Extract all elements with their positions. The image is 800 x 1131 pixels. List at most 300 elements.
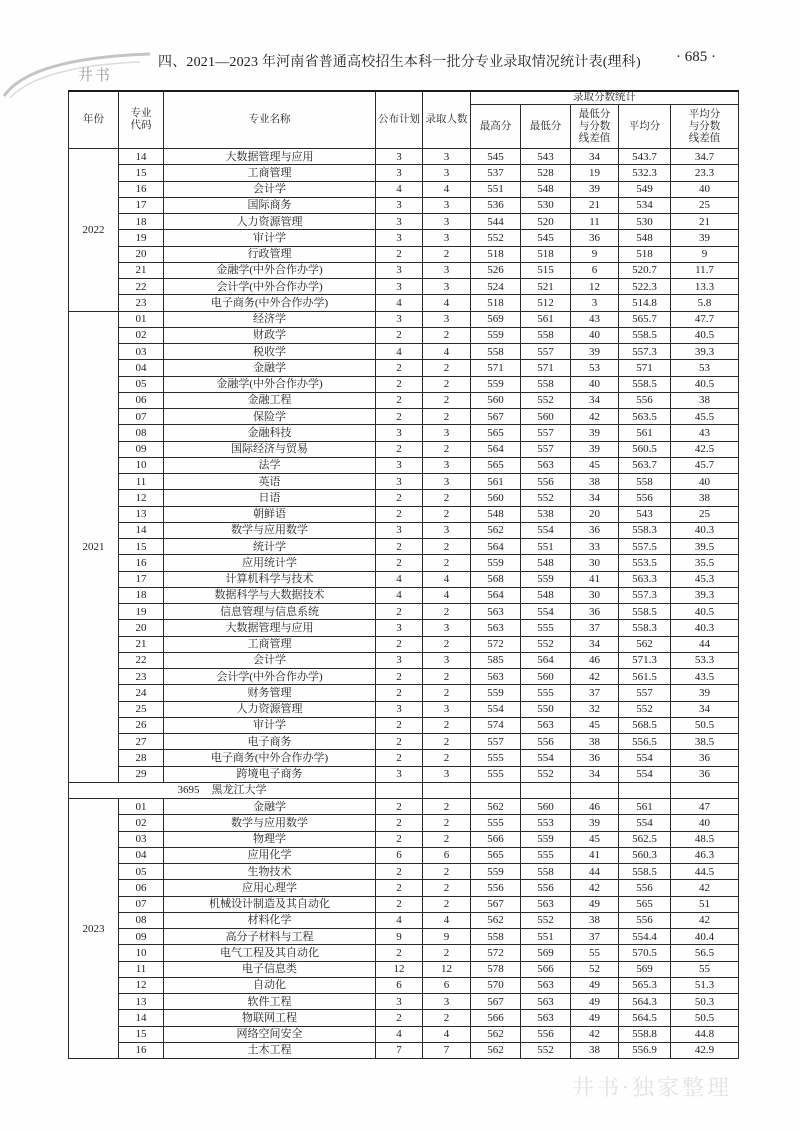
min-diff-cell: 36 [571,750,619,766]
admitted-count-cell: 2 [423,490,471,506]
admitted-count-cell: 2 [423,685,471,701]
school-name: 黑龙江大学 [211,784,267,797]
plan-count-cell: 2 [376,327,423,343]
min-score-cell: 557 [521,425,571,441]
major-name-cell: 国际经济与贸易 [164,441,376,457]
major-code-cell: 15 [119,539,164,555]
max-score-cell: 566 [471,1010,521,1026]
avg-score-cell: 563.5 [619,409,671,425]
major-name-cell: 人力资源管理 [164,701,376,717]
min-diff-cell: 36 [571,604,619,620]
bottom-right-watermark: 井书·独家整理 [572,1076,732,1101]
admitted-count-cell: 2 [423,750,471,766]
min-score-cell: 563 [521,994,571,1010]
avg-score-cell: 569 [619,961,671,977]
min-score-cell: 569 [521,945,571,961]
max-score-cell: 564 [471,587,521,603]
avg-score-cell: 556 [619,912,671,928]
min-diff-cell: 12 [571,279,619,295]
major-name-cell: 工商管理 [164,165,376,181]
plan-count-cell: 2 [376,750,423,766]
avg-score-cell: 530 [619,214,671,230]
header-major-code-line: 代码 [130,120,152,131]
table-row [69,376,739,392]
major-name-cell: 金融学(中外合作办学) [164,262,376,278]
min-diff-cell: 40 [571,376,619,392]
min-score-cell: 528 [521,165,571,181]
avg-diff-cell: 40.5 [671,376,739,392]
header-min-diff-line: 最低分 [578,108,611,120]
plan-count-cell: 2 [376,896,423,912]
avg-diff-cell: 39.3 [671,344,739,360]
admitted-count-cell: 3 [423,262,471,278]
avg-diff-cell: 13.3 [671,279,739,295]
major-name-cell: 金融科技 [164,425,376,441]
min-diff-cell: 36 [571,522,619,538]
plan-count-cell: 2 [376,1010,423,1026]
major-name-cell: 大数据管理与应用 [164,620,376,636]
plan-count-cell: 2 [376,831,423,847]
major-code-cell: 10 [119,457,164,473]
table-row [69,587,739,603]
avg-diff-cell: 55 [671,961,739,977]
plan-count-cell: 3 [376,279,423,295]
avg-score-cell: 556 [619,392,671,408]
plan-count-cell: 4 [376,344,423,360]
school-row [69,782,739,798]
plan-count-cell: 4 [376,295,423,311]
min-score-cell: 548 [521,555,571,571]
major-code-cell: 14 [119,149,164,165]
major-code-cell: 23 [119,669,164,685]
major-name-cell: 应用心理学 [164,880,376,896]
major-name-cell: 财务管理 [164,685,376,701]
admitted-count-cell: 2 [423,409,471,425]
min-score-cell: 520 [521,214,571,230]
major-name-cell: 人力资源管理 [164,214,376,230]
max-score-cell: 559 [471,864,521,880]
avg-score-cell: 520.7 [619,262,671,278]
admitted-count-cell: 4 [423,571,471,587]
min-score-cell: 555 [521,847,571,863]
admitted-count-cell: 2 [423,604,471,620]
min-score-cell: 554 [521,522,571,538]
max-score-cell: 563 [471,604,521,620]
major-name-cell: 会计学(中外合作办学) [164,669,376,685]
header-major-name: 专业名称 [164,91,376,149]
plan-count-cell: 3 [376,197,423,213]
plan-count-cell: 2 [376,864,423,880]
major-name-cell: 机械设计制造及其自动化 [164,896,376,912]
plan-count-cell: 2 [376,669,423,685]
max-score-cell: 558 [471,929,521,945]
min-diff-cell: 37 [571,929,619,945]
min-diff-cell: 40 [571,327,619,343]
max-score-cell: 548 [471,506,521,522]
max-score-cell: 563 [471,620,521,636]
plan-count-cell: 2 [376,392,423,408]
avg-diff-cell: 43 [671,425,739,441]
admission-stats-table [68,90,739,1059]
max-score-cell: 557 [471,734,521,750]
table-row [69,409,739,425]
min-diff-cell: 30 [571,555,619,571]
min-score-cell: 551 [521,929,571,945]
min-score-cell: 557 [521,344,571,360]
table-row [69,1042,739,1058]
min-score-cell: 556 [521,880,571,896]
avg-score-cell: 557 [619,685,671,701]
table-row [69,539,739,555]
avg-diff-cell: 34 [671,701,739,717]
major-code-cell: 28 [119,750,164,766]
major-code-cell: 18 [119,214,164,230]
admitted-count-cell: 3 [423,279,471,295]
avg-diff-cell: 47 [671,799,739,815]
header-major-code [119,91,164,149]
plan-count-cell: 9 [376,929,423,945]
major-code-cell: 25 [119,701,164,717]
table-row [69,701,739,717]
avg-diff-cell: 40 [671,474,739,490]
min-diff-cell: 42 [571,669,619,685]
major-name-cell: 电子信息类 [164,961,376,977]
plan-count-cell: 4 [376,181,423,197]
min-score-cell: 556 [521,474,571,490]
avg-score-cell: 556 [619,880,671,896]
min-diff-cell: 49 [571,896,619,912]
min-score-cell: 555 [521,620,571,636]
max-score-cell: 564 [471,539,521,555]
table-row [69,149,739,165]
major-code-cell: 06 [119,880,164,896]
avg-diff-cell: 34.7 [671,149,739,165]
avg-diff-cell: 39.3 [671,587,739,603]
avg-diff-cell: 42 [671,880,739,896]
min-diff-cell: 39 [571,181,619,197]
min-score-cell: 545 [521,230,571,246]
max-score-cell: 585 [471,652,521,668]
table-row [69,896,739,912]
major-name-cell: 金融学 [164,360,376,376]
major-name-cell: 行政管理 [164,246,376,262]
plan-count-cell: 4 [376,912,423,928]
min-score-cell: 563 [521,896,571,912]
min-diff-cell: 19 [571,165,619,181]
min-score-cell: 564 [521,652,571,668]
admitted-count-cell: 7 [423,1042,471,1058]
max-score-cell: 555 [471,815,521,831]
avg-diff-cell: 45.3 [671,571,739,587]
year-cell: 2022 [69,149,119,312]
major-code-cell: 16 [119,181,164,197]
empty-cell [671,782,739,798]
avg-score-cell: 554 [619,815,671,831]
avg-score-cell: 571 [619,360,671,376]
major-name-cell: 跨境电子商务 [164,766,376,782]
major-name-cell: 信息管理与信息系统 [164,604,376,620]
avg-score-cell: 564.3 [619,994,671,1010]
max-score-cell: 565 [471,425,521,441]
avg-diff-cell: 39 [671,685,739,701]
avg-score-cell: 561 [619,425,671,441]
major-name-cell: 会计学(中外合作办学) [164,279,376,295]
major-code-cell: 29 [119,766,164,782]
header-avg-diff-line: 与分数 [688,120,721,132]
avg-diff-cell: 25 [671,506,739,522]
header-max-score: 最高分 [471,105,521,149]
table-row [69,961,739,977]
avg-score-cell: 557.3 [619,344,671,360]
min-diff-cell: 52 [571,961,619,977]
avg-score-cell: 565.3 [619,977,671,993]
plan-count-cell: 3 [376,311,423,327]
avg-score-cell: 543.7 [619,149,671,165]
major-name-cell: 应用化学 [164,847,376,863]
min-score-cell: 563 [521,1010,571,1026]
min-score-cell: 552 [521,490,571,506]
major-code-cell: 18 [119,587,164,603]
plan-count-cell: 6 [376,977,423,993]
major-code-cell: 14 [119,522,164,538]
admitted-count-cell: 12 [423,961,471,977]
table-row [69,506,739,522]
empty-cell [423,782,471,798]
max-score-cell: 565 [471,847,521,863]
major-code-cell: 26 [119,717,164,733]
min-diff-cell: 30 [571,587,619,603]
min-diff-cell: 39 [571,344,619,360]
avg-diff-cell: 43.5 [671,669,739,685]
admitted-count-cell: 2 [423,880,471,896]
admitted-count-cell: 6 [423,977,471,993]
min-diff-cell: 33 [571,539,619,555]
plan-count-cell: 2 [376,539,423,555]
year-cell: 2021 [69,311,119,782]
avg-score-cell: 557.5 [619,539,671,555]
major-code-cell: 13 [119,506,164,522]
header-avg-diff [671,105,739,149]
major-name-cell: 统计学 [164,539,376,555]
major-code-cell: 15 [119,1026,164,1042]
major-name-cell: 大数据管理与应用 [164,149,376,165]
major-code-cell: 05 [119,376,164,392]
major-code-cell: 03 [119,344,164,360]
min-diff-cell: 44 [571,864,619,880]
table-row [69,945,739,961]
avg-diff-cell: 42 [671,912,739,928]
major-code-cell: 19 [119,230,164,246]
avg-score-cell: 565.7 [619,311,671,327]
plan-count-cell: 2 [376,506,423,522]
table-row [69,360,739,376]
header-year: 年份 [69,91,119,149]
plan-count-cell: 3 [376,766,423,782]
plan-count-cell: 3 [376,457,423,473]
min-score-cell: 556 [521,1026,571,1042]
avg-diff-cell: 35.5 [671,555,739,571]
avg-diff-cell: 53.3 [671,652,739,668]
avg-diff-cell: 51.3 [671,977,739,993]
avg-score-cell: 558.8 [619,1026,671,1042]
major-code-cell: 23 [119,295,164,311]
plan-count-cell: 2 [376,490,423,506]
max-score-cell: 566 [471,831,521,847]
table-row [69,734,739,750]
min-score-cell: 518 [521,246,571,262]
empty-cell [376,782,423,798]
major-code-cell: 06 [119,392,164,408]
avg-diff-cell: 50.5 [671,717,739,733]
table-row [69,327,739,343]
table-row [69,230,739,246]
plan-count-cell: 3 [376,652,423,668]
min-diff-cell: 42 [571,880,619,896]
max-score-cell: 574 [471,717,521,733]
avg-diff-cell: 42.9 [671,1042,739,1058]
admitted-count-cell: 3 [423,230,471,246]
admitted-count-cell: 3 [423,474,471,490]
major-name-cell: 会计学 [164,652,376,668]
avg-diff-cell: 5.8 [671,295,739,311]
max-score-cell: 572 [471,945,521,961]
max-score-cell: 562 [471,799,521,815]
admitted-count-cell: 2 [423,945,471,961]
plan-count-cell: 2 [376,360,423,376]
major-code-cell: 16 [119,1042,164,1058]
avg-diff-cell: 40.5 [671,327,739,343]
avg-score-cell: 568.5 [619,717,671,733]
min-diff-cell: 32 [571,701,619,717]
admitted-count-cell: 2 [423,327,471,343]
plan-count-cell: 3 [376,994,423,1010]
min-score-cell: 563 [521,977,571,993]
min-diff-cell: 41 [571,847,619,863]
major-code-cell: 21 [119,636,164,652]
admitted-count-cell: 4 [423,181,471,197]
page-title: 四、2021—2023 年河南省普通高校招生本科一批分专业录取情况统计表(理科) [158,55,641,70]
min-score-cell: 560 [521,409,571,425]
min-score-cell: 552 [521,1042,571,1058]
major-code-cell: 05 [119,864,164,880]
header-plan-count: 公布计划 [376,91,423,149]
major-name-cell: 审计学 [164,717,376,733]
table-row [69,392,739,408]
admitted-count-cell: 2 [423,831,471,847]
max-score-cell: 565 [471,457,521,473]
table-row [69,490,739,506]
admitted-count-cell: 2 [423,376,471,392]
max-score-cell: 560 [471,490,521,506]
min-diff-cell: 46 [571,652,619,668]
avg-diff-cell: 21 [671,214,739,230]
min-diff-cell: 34 [571,392,619,408]
table-row [69,181,739,197]
header-row-1 [69,91,739,105]
admitted-count-cell: 4 [423,344,471,360]
max-score-cell: 524 [471,279,521,295]
max-score-cell: 567 [471,994,521,1010]
table-row [69,457,739,473]
header-min-diff-line: 与分数 [578,120,611,132]
avg-score-cell: 557.3 [619,587,671,603]
max-score-cell: 536 [471,197,521,213]
min-score-cell: 548 [521,587,571,603]
avg-diff-cell: 38 [671,392,739,408]
min-score-cell: 515 [521,262,571,278]
table-row [69,847,739,863]
admitted-count-cell: 2 [423,717,471,733]
admitted-count-cell: 9 [423,929,471,945]
avg-score-cell: 561 [619,799,671,815]
max-score-cell: 555 [471,750,521,766]
major-code-cell: 11 [119,474,164,490]
min-score-cell: 553 [521,815,571,831]
min-diff-cell: 9 [571,246,619,262]
min-diff-cell: 34 [571,149,619,165]
min-diff-cell: 46 [571,799,619,815]
plan-count-cell: 3 [376,620,423,636]
major-name-cell: 材料化学 [164,912,376,928]
min-diff-cell: 45 [571,717,619,733]
avg-diff-cell: 9 [671,246,739,262]
min-score-cell: 543 [521,149,571,165]
admitted-count-cell: 2 [423,799,471,815]
avg-score-cell: 571.3 [619,652,671,668]
min-score-cell: 559 [521,831,571,847]
major-name-cell: 金融学 [164,799,376,815]
avg-score-cell: 561.5 [619,669,671,685]
plan-count-cell: 6 [376,847,423,863]
admitted-count-cell: 4 [423,587,471,603]
plan-count-cell: 2 [376,685,423,701]
plan-count-cell: 2 [376,376,423,392]
avg-diff-cell: 50.3 [671,994,739,1010]
plan-count-cell: 3 [376,425,423,441]
major-code-cell: 04 [119,360,164,376]
admitted-count-cell: 3 [423,457,471,473]
major-code-cell: 01 [119,311,164,327]
plan-count-cell: 2 [376,945,423,961]
min-score-cell: 560 [521,799,571,815]
avg-diff-cell: 45.7 [671,457,739,473]
major-name-cell: 电子商务(中外合作办学) [164,295,376,311]
major-code-cell: 22 [119,652,164,668]
admitted-count-cell: 2 [423,506,471,522]
min-score-cell: 552 [521,636,571,652]
major-code-cell: 09 [119,441,164,457]
min-score-cell: 552 [521,766,571,782]
admitted-count-cell: 4 [423,1026,471,1042]
major-code-cell: 17 [119,197,164,213]
min-score-cell: 530 [521,197,571,213]
max-score-cell: 562 [471,1042,521,1058]
min-diff-cell: 41 [571,571,619,587]
max-score-cell: 570 [471,977,521,993]
major-name-cell: 数学与应用数学 [164,522,376,538]
plan-count-cell: 7 [376,1042,423,1058]
avg-diff-cell: 36 [671,766,739,782]
major-name-cell: 电子商务 [164,734,376,750]
table-row [69,669,739,685]
table-row [69,604,739,620]
avg-diff-cell: 36 [671,750,739,766]
max-score-cell: 558 [471,344,521,360]
table-row [69,474,739,490]
avg-score-cell: 558.5 [619,376,671,392]
max-score-cell: 518 [471,246,521,262]
max-score-cell: 526 [471,262,521,278]
